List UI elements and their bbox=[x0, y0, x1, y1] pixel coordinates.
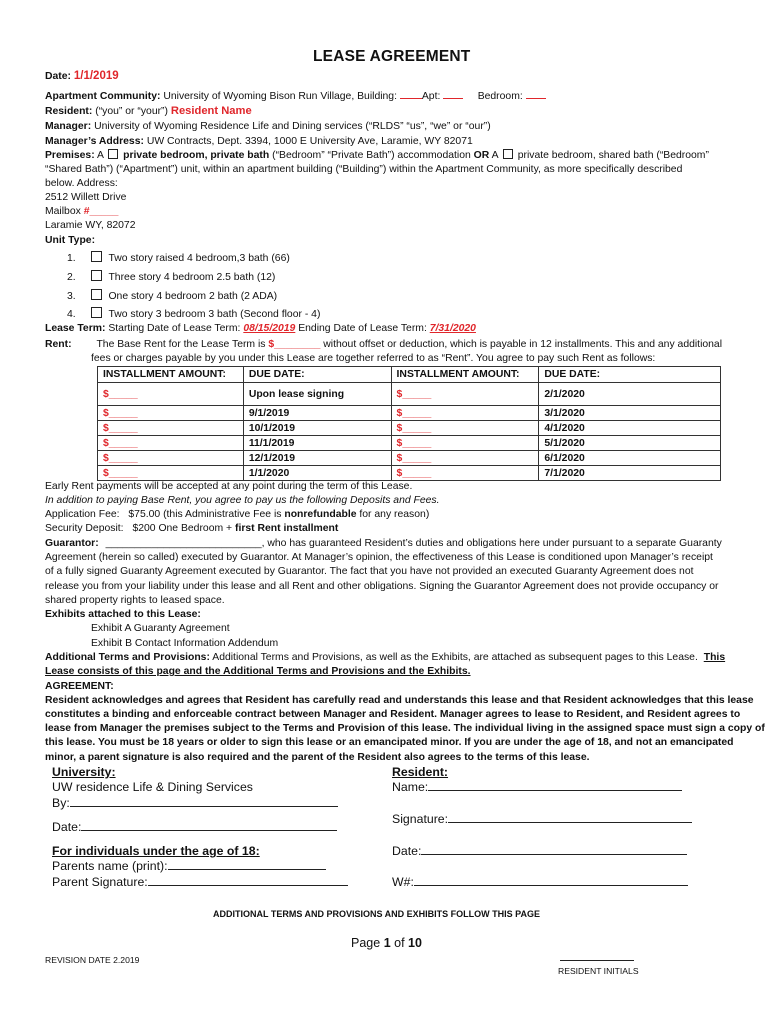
guarantor-line-5: shared property rights to leased space. bbox=[45, 595, 225, 606]
agreement-line-2: constitutes a binding and enforceable contract between Manager and Resident. Manager agrees to lease to Resident, and Resident agrees to bbox=[45, 709, 741, 720]
page-word: Page bbox=[351, 936, 381, 950]
manager-address-text: UW Contracts, Dept. 3394, 1000 E University Ave, Laramie, WY 82071 bbox=[146, 136, 473, 147]
exhibit-a: Exhibit A Guaranty Agreement bbox=[91, 623, 230, 634]
start-label: Starting Date of Lease Term: bbox=[108, 323, 241, 334]
checkbox-unit-4[interactable] bbox=[91, 307, 102, 318]
amount-field[interactable]: $_____ bbox=[98, 436, 244, 451]
date-value[interactable]: 1/1/2019 bbox=[73, 70, 119, 82]
due-date-cell: Upon lease signing bbox=[243, 383, 391, 406]
due-date-cell: 4/1/2020 bbox=[539, 421, 721, 436]
rent-schedule-table bbox=[97, 366, 721, 481]
amount-field[interactable]: $_____ bbox=[391, 466, 539, 481]
unit-num: 2. bbox=[67, 272, 76, 283]
mailbox-line bbox=[45, 205, 118, 218]
by-line bbox=[52, 797, 338, 810]
page-current: 1 bbox=[383, 936, 391, 950]
date-label: Date: bbox=[45, 71, 71, 82]
community-text: University of Wyoming Bison Run Village, Building: bbox=[163, 91, 397, 102]
parent-name-field[interactable] bbox=[168, 869, 326, 870]
manager-address-line bbox=[45, 135, 473, 148]
guarantor-name-field[interactable]: ___________________________ bbox=[105, 538, 262, 549]
header-cell: INSTALLMENT AMOUNT: bbox=[98, 367, 244, 383]
university-heading: University: bbox=[52, 765, 116, 779]
date-line bbox=[45, 70, 119, 83]
security-deposit-bold: first Rent installment bbox=[234, 523, 339, 534]
mailbox-field[interactable]: #_____ bbox=[83, 206, 119, 217]
resident-signature-field[interactable] bbox=[448, 822, 692, 823]
resident-print-name-field[interactable] bbox=[428, 790, 682, 791]
early-rent-text: Early Rent payments will be accepted at any point during the term of this Lease. bbox=[45, 481, 413, 492]
agreement-label: AGREEMENT: bbox=[45, 681, 114, 692]
application-fee-tail: for any reason) bbox=[359, 509, 430, 520]
rent-line-1 bbox=[45, 338, 722, 351]
lease-term-line bbox=[45, 322, 476, 335]
rent-text-1: The Base Rent for the Lease Term is bbox=[96, 339, 266, 350]
due-date-cell: 5/1/2020 bbox=[539, 436, 721, 451]
header-cell: DUE DATE: bbox=[243, 367, 391, 383]
uw-name: UW residence Life & Dining Services bbox=[52, 780, 253, 794]
wnum-field[interactable] bbox=[414, 885, 688, 886]
parent-signature-label: Parent Signature: bbox=[52, 875, 148, 889]
community-label: Apartment Community: bbox=[45, 91, 161, 102]
apt-label: Apt: bbox=[421, 91, 441, 102]
additional-bold-1: This bbox=[703, 652, 726, 663]
header-cell: DUE DATE: bbox=[539, 367, 721, 383]
amount-field[interactable]: $_____ bbox=[98, 383, 244, 406]
table-row bbox=[98, 383, 721, 406]
unit-type-label: Unit Type: bbox=[45, 235, 96, 246]
by-signature-field[interactable] bbox=[70, 806, 338, 807]
follow-notice: ADDITIONAL TERMS AND PROVISIONS AND EXHIBITS FOLLOW THIS PAGE bbox=[213, 909, 541, 919]
checkbox-private-bath[interactable] bbox=[108, 149, 118, 159]
community-line bbox=[45, 90, 546, 103]
resident-name-line bbox=[392, 781, 682, 794]
additional-line-1 bbox=[45, 651, 725, 664]
resident-date-line bbox=[392, 845, 687, 858]
apt-field[interactable] bbox=[443, 98, 463, 99]
agreement-line-1: Resident acknowledges and agrees that Resident has carefully read and understands this lease and that Resident acknowledges that this lease bbox=[45, 695, 754, 706]
application-fee-text: $75.00 (this Administrative Fee is bbox=[128, 509, 282, 520]
amount-field[interactable]: $_____ bbox=[391, 436, 539, 451]
page-number bbox=[351, 937, 422, 950]
due-date-cell: 11/1/2019 bbox=[243, 436, 391, 451]
amount-field[interactable]: $_____ bbox=[98, 451, 244, 466]
amount-field[interactable]: $_____ bbox=[98, 406, 244, 421]
due-date-cell: 9/1/2019 bbox=[243, 406, 391, 421]
resident-date-field[interactable] bbox=[421, 854, 687, 855]
premises-opt2: private bedroom, shared bath (“Bedroom” bbox=[517, 150, 709, 161]
security-deposit-text: $200 One Bedroom + bbox=[132, 523, 233, 534]
header-cell: INSTALLMENT AMOUNT: bbox=[391, 367, 539, 383]
building-field[interactable] bbox=[400, 98, 422, 99]
premises-a2: A bbox=[491, 150, 498, 161]
university-date-line bbox=[52, 821, 337, 834]
due-date-cell: 2/1/2020 bbox=[539, 383, 721, 406]
agreement-line-4: this lease. You must be 18 years or older to sign this lease or an emancipated minor. If you are under the age of 18, and not an emancipated bbox=[45, 737, 734, 748]
unit-text: Three story 4 bedroom 2.5 bath (12) bbox=[108, 272, 276, 283]
application-fee-label: Application Fee: bbox=[45, 509, 120, 520]
table-row bbox=[98, 466, 721, 481]
guarantor-line-1 bbox=[45, 537, 722, 550]
unit-num: 3. bbox=[67, 291, 76, 302]
manager-text: University of Wyoming Residence Life and Dining services (“RLDS” “us”, “we” or “our”) bbox=[94, 121, 491, 132]
parent-signature-field[interactable] bbox=[148, 885, 348, 886]
exhibit-b: Exhibit B Contact Information Addendum bbox=[91, 638, 279, 649]
revision-date: REVISION DATE 2.2019 bbox=[45, 955, 140, 965]
resident-text: (“you” or “your”) bbox=[95, 106, 168, 117]
unit-type-item-3 bbox=[67, 289, 277, 303]
unit-type-item-1 bbox=[67, 251, 290, 265]
resident-heading: Resident: bbox=[392, 765, 449, 779]
bedroom-field[interactable] bbox=[526, 98, 546, 99]
guarantor-line-3: of a fully signed Guaranty Agreement executed by Guarantor. The fact that you have not provided an executed Guaranty Agreement does not bbox=[45, 566, 694, 577]
amount-field[interactable]: $_____ bbox=[391, 421, 539, 436]
manager-label: Manager: bbox=[45, 121, 92, 132]
parent-name-label: Parents name (print): bbox=[52, 859, 168, 873]
resident-signature-line bbox=[392, 813, 692, 826]
guarantor-label: Guarantor: bbox=[45, 538, 99, 549]
security-deposit-line bbox=[45, 522, 338, 535]
by-label: By: bbox=[52, 796, 70, 810]
page-total: 10 bbox=[408, 936, 422, 950]
table-row bbox=[98, 451, 721, 466]
amount-field[interactable]: $_____ bbox=[391, 451, 539, 466]
amount-field[interactable]: $_____ bbox=[98, 466, 244, 481]
due-date-cell: 7/1/2020 bbox=[539, 466, 721, 481]
amount-field[interactable]: $_____ bbox=[391, 383, 539, 406]
parent-signature-line bbox=[52, 876, 348, 889]
resident-initials-label: RESIDENT INITIALS bbox=[558, 966, 639, 976]
manager-line bbox=[45, 120, 491, 133]
unit-type-item-4 bbox=[67, 307, 320, 321]
unit-num: 1. bbox=[67, 253, 76, 264]
table-row bbox=[98, 436, 721, 451]
end-label: Ending Date of Lease Term: bbox=[298, 323, 427, 334]
page-title: LEASE AGREEMENT bbox=[313, 48, 471, 65]
wnum-label: W#: bbox=[392, 875, 414, 889]
unit-text: One story 4 bedroom 2 bath (2 ADA) bbox=[108, 291, 278, 302]
mailbox-label: Mailbox bbox=[45, 206, 81, 217]
date-label: Date: bbox=[52, 820, 82, 834]
additional-text: Additional Terms and Provisions, as well as the Exhibits, are attached as subsequent pages to this Lease. bbox=[212, 652, 698, 663]
rent-amount-field[interactable]: $________ bbox=[268, 339, 321, 350]
due-date-cell: 10/1/2019 bbox=[243, 421, 391, 436]
due-date-cell: 12/1/2019 bbox=[243, 451, 391, 466]
parent-name-line bbox=[52, 860, 326, 873]
resident-name-label: Name: bbox=[392, 780, 429, 794]
guarantor-line-2: Agreement (herein so called) executed by Guarantor. At Manager’s opinion, the effectiveness of this Lease is conditioned upon Manager’s receipt bbox=[45, 552, 713, 563]
resident-label: Resident: bbox=[45, 106, 93, 117]
resident-line bbox=[45, 105, 252, 118]
checkbox-unit-3[interactable] bbox=[91, 289, 102, 300]
checkbox-unit-1[interactable] bbox=[91, 251, 102, 262]
additional-label: Additional Terms and Provisions: bbox=[45, 652, 210, 663]
resident-date-label: Date: bbox=[392, 844, 422, 858]
premises-line-3: below. Address: bbox=[45, 178, 118, 189]
unit-text: Two story 3 bedroom 3 bath (Second floor - 4) bbox=[108, 309, 321, 320]
guarantor-text-1: , who has guaranteed Resident’s duties and obligations here under pursuant to a separate Guaranty bbox=[261, 538, 722, 549]
wnum-line bbox=[392, 876, 688, 889]
amount-field[interactable]: $_____ bbox=[98, 421, 244, 436]
unit-num: 4. bbox=[67, 309, 76, 320]
premises-line-1 bbox=[45, 149, 709, 162]
due-date-cell: 3/1/2020 bbox=[539, 406, 721, 421]
checkbox-shared-bath[interactable] bbox=[503, 149, 513, 159]
agreement-line-5: minor, a parent signature is also required and the parent of the Resident also agrees to the terms of this lease. bbox=[45, 752, 590, 763]
university-date-field[interactable] bbox=[81, 830, 337, 831]
rent-text-2: without offset or deduction, which is payable in 12 installments. This and any additional bbox=[323, 339, 723, 350]
guarantor-line-4: release you from your liability under this lease and all Rent and other obligations. Signing the Guarantor Agreement does not provide occupancy or bbox=[45, 581, 719, 592]
of-word: of bbox=[394, 936, 405, 950]
premises-line-2: “Shared Bath”) (“Apartment”) unit, within an apartment building (“Building”) within the Apartment Community, as more specifically described bbox=[45, 164, 683, 175]
rent-line-2: fees or charges payable by you under this Lease are together referred to as “Rent”. You agree to pay such Rent as follows: bbox=[91, 353, 656, 364]
start-date-field[interactable]: 08/15/2019 bbox=[243, 323, 296, 334]
address-city: Laramie WY, 82072 bbox=[45, 220, 136, 231]
table-header-row bbox=[98, 367, 721, 383]
due-date-cell: 6/1/2020 bbox=[539, 451, 721, 466]
exhibits-label: Exhibits attached to this Lease: bbox=[45, 609, 201, 620]
checkbox-unit-2[interactable] bbox=[91, 270, 102, 281]
address-street: 2512 Willett Drive bbox=[45, 192, 127, 203]
table-row bbox=[98, 421, 721, 436]
deposits-intro: In addition to paying Base Rent, you agree to pay us the following Deposits and Fees. bbox=[45, 495, 440, 506]
additional-line-2: Lease consists of this page and the Additional Terms and Provisions and the Exhibits. bbox=[45, 666, 471, 677]
resident-signature-label: Signature: bbox=[392, 812, 449, 826]
application-fee-bold: nonrefundable bbox=[284, 509, 357, 520]
rent-label: Rent: bbox=[45, 339, 72, 350]
end-date-field[interactable]: 7/31/2020 bbox=[429, 323, 476, 334]
minors-heading: For individuals under the age of 18: bbox=[52, 844, 260, 858]
premises-or: OR bbox=[473, 150, 490, 161]
application-fee-line bbox=[45, 508, 429, 521]
premises-label: Premises: bbox=[45, 150, 95, 161]
premises-mid: (“Bedroom” “Private Bath”) accommodation bbox=[272, 150, 471, 161]
lease-term-label: Lease Term: bbox=[45, 323, 106, 334]
unit-type-item-2 bbox=[67, 270, 275, 284]
table-row bbox=[98, 406, 721, 421]
unit-text: Two story raised 4 bedroom,3 bath (66) bbox=[108, 253, 290, 264]
agreement-line-3: lease from Manager the premises subject to the Terms and Provision of this lease. The individual living in the assigned space must sign a copy of bbox=[45, 723, 765, 734]
amount-field[interactable]: $_____ bbox=[391, 406, 539, 421]
bedroom-label: Bedroom: bbox=[477, 91, 523, 102]
due-date-cell: 1/1/2020 bbox=[243, 466, 391, 481]
manager-address-label: Manager’s Address: bbox=[45, 136, 144, 147]
initials-line[interactable] bbox=[560, 951, 634, 961]
premises-opt1: private bedroom, private bath bbox=[123, 150, 270, 161]
resident-name-field[interactable]: Resident Name bbox=[170, 105, 252, 117]
premises-a1: A bbox=[97, 150, 104, 161]
security-deposit-label: Security Deposit: bbox=[45, 523, 124, 534]
